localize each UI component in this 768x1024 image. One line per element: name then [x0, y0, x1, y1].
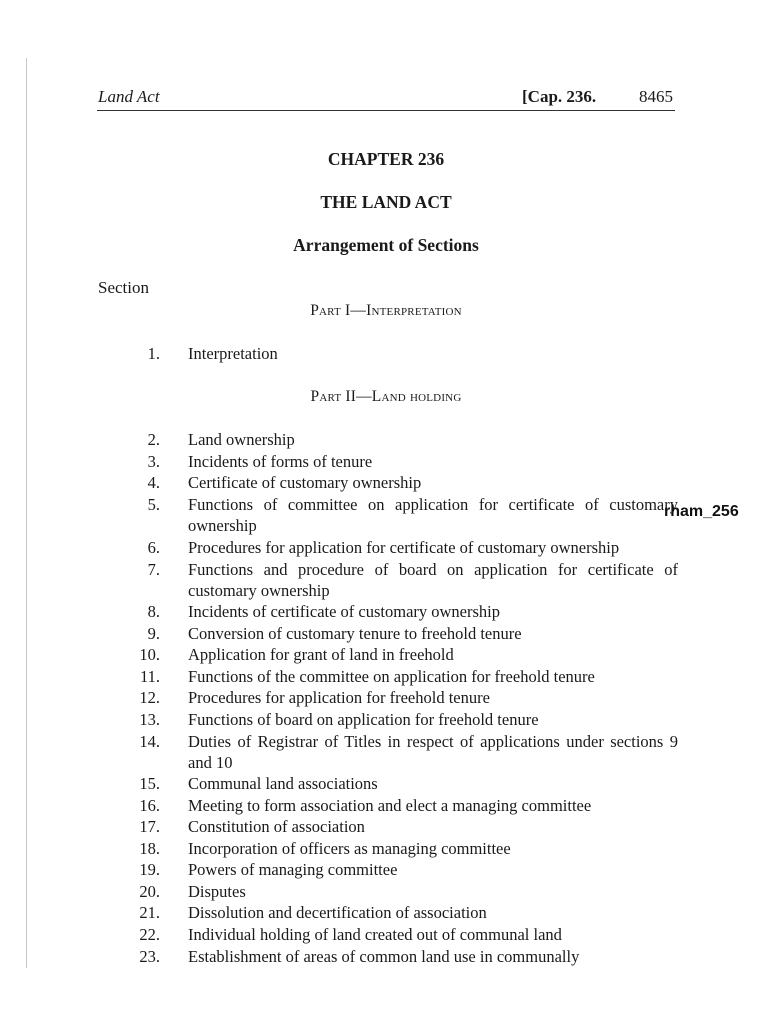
toc-entry-title: Establishment of areas of common land use in communally: [188, 947, 580, 966]
toc-entry-title: Dissolution and decertification of association: [188, 903, 487, 922]
running-head-act-name: Land Act: [98, 87, 160, 106]
toc-entry-number: 12.: [139, 688, 160, 707]
toc-entry-number: 11.: [139, 667, 160, 686]
toc-entry-number: 4.: [147, 473, 160, 492]
toc-entry-title: Procedures for application for freehold tenure: [188, 688, 490, 707]
toc-entry-number: 5.: [147, 495, 160, 514]
toc-entry-title: Functions of the committee on application for freehold tenure: [188, 667, 595, 686]
toc-entry-number: 6.: [147, 538, 160, 557]
toc-entry-number: 3.: [147, 452, 160, 471]
toc-entry-title: Individual holding of land created out of communal land: [188, 925, 562, 944]
toc-entry-number: 17.: [139, 817, 160, 836]
toc-entry-title: Functions and procedure of board on application for certificate of customary ownership: [188, 560, 678, 601]
toc-entry-number: 10.: [139, 645, 160, 664]
toc-entry-title: Incidents of certificate of customary ownership: [188, 602, 501, 621]
part-heading-1-text: Part I—Interpretation: [310, 302, 462, 319]
toc-entry-number: 13.: [139, 710, 160, 729]
chapter-heading: CHAPTER 236: [327, 149, 445, 169]
toc-entry-title: Land ownership: [188, 430, 295, 449]
toc-entry-title: Constitution of association: [188, 817, 365, 836]
toc-entry-title: Powers of managing committee: [188, 860, 398, 879]
part-heading-2-text: Part II—Land holding: [310, 388, 462, 405]
running-head-page-number: 8465: [639, 87, 673, 106]
toc-entry-number: 15.: [139, 774, 160, 793]
toc-entry-title: Functions of committee on application for certificate of customary ownership: [188, 495, 678, 536]
toc-entry-number: 18.: [139, 839, 160, 858]
toc-entry-number: 1.: [147, 344, 160, 363]
toc-entry-title: Disputes: [188, 882, 246, 901]
toc-entry-title: Incorporation of officers as managing committee: [188, 839, 511, 858]
toc-entry-number: 7.: [147, 560, 160, 579]
toc-entry-title: Application for grant of land in freehold: [188, 645, 454, 664]
section-column-label: Section: [98, 278, 149, 297]
toc-entry-title: Meeting to form association and elect a managing committee: [188, 796, 592, 815]
toc-entry-number: 14.: [139, 732, 160, 751]
toc-entry-number: 8.: [147, 602, 160, 621]
arrangement-heading: Arrangement of Sections: [293, 235, 479, 255]
toc-entry-number: 20.: [139, 882, 160, 901]
toc-entry-title: Certificate of customary ownership: [188, 473, 422, 492]
toc-entry-number: 23.: [139, 947, 160, 966]
running-head: [97, 84, 675, 111]
toc-entry-title: Duties of Registrar of Titles in respect of applications under sections 9 and 10: [188, 732, 678, 773]
toc-entry-number: 21.: [139, 903, 160, 922]
part-heading-2: [97, 388, 675, 406]
toc-entry-title: Functions of board on application for freehold tenure: [188, 710, 539, 729]
toc-entry-title: Conversion of customary tenure to freehold tenure: [188, 624, 522, 643]
toc-entry-number: 9.: [147, 624, 160, 643]
toc-entry-title: Procedures for application for certificate of customary ownership: [188, 538, 620, 557]
part-heading-1: [97, 302, 675, 320]
page-edge-line: [26, 58, 27, 968]
toc-entry-number: 19.: [139, 860, 160, 879]
act-title: THE LAND ACT: [320, 192, 452, 212]
toc-entry-title: Interpretation: [188, 344, 278, 363]
toc-entry-title: Incidents of forms of tenure: [188, 452, 373, 471]
running-head-chapter: [Cap. 236.: [522, 87, 597, 106]
watermark-label: rham_256: [664, 503, 739, 520]
toc-entry-number: 22.: [139, 925, 160, 944]
toc-entry-number: 2.: [147, 430, 160, 449]
toc-entry-title: Communal land associations: [188, 774, 378, 793]
toc-entry-number: 16.: [139, 796, 160, 815]
